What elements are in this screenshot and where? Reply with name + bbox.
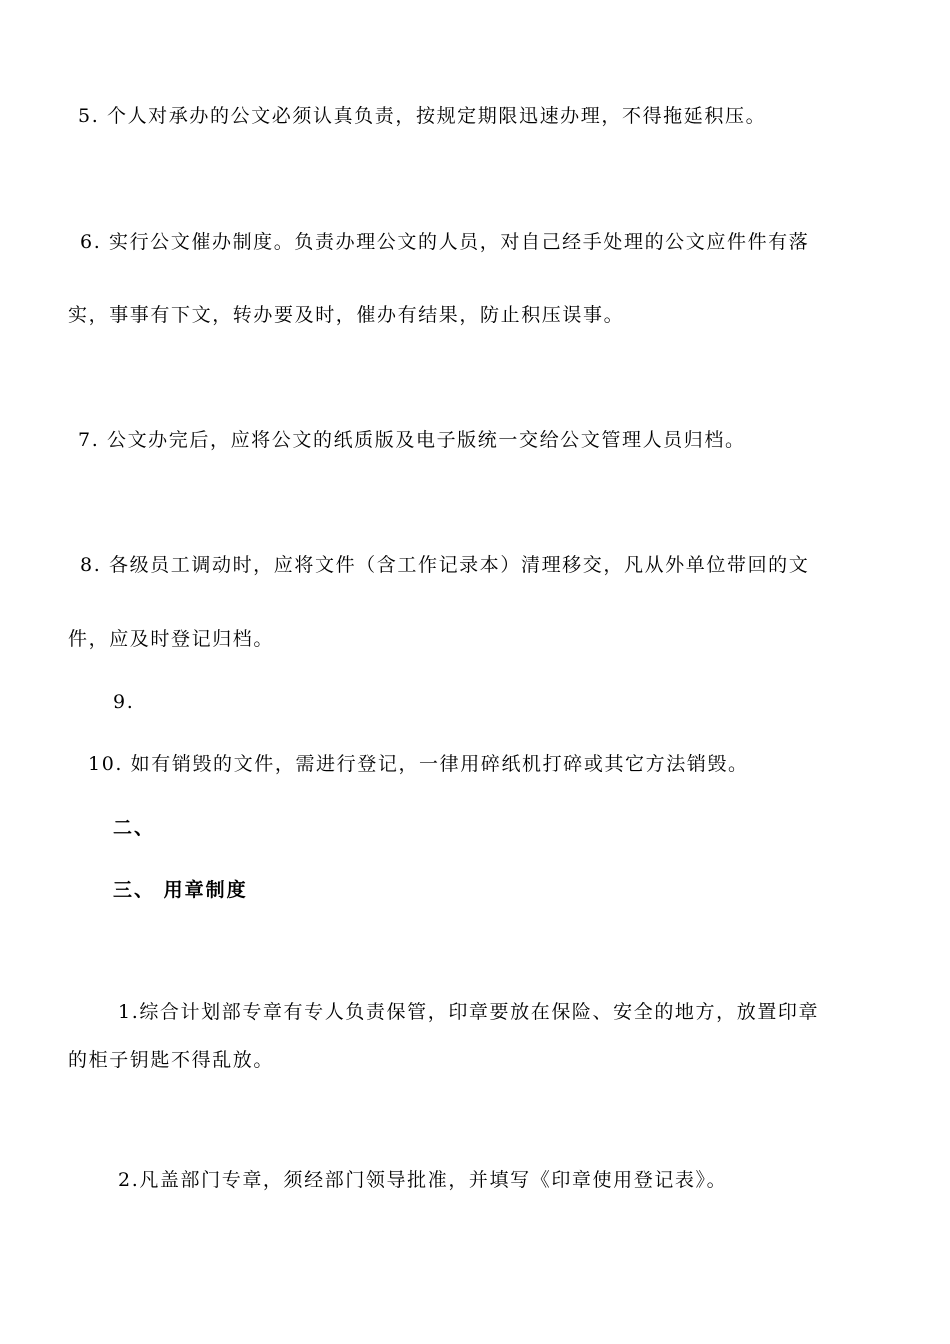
item-10-line-1: 10. 如有销毁的文件，需进行登记，一律用碎纸机打碎或其它方法销毁。 <box>88 753 749 775</box>
item-9-line-1: 9. <box>113 691 135 713</box>
item-7-line-1: 7. 公文办完后，应将公文的纸质版及电子版统一交给公文管理人员归档。 <box>78 429 746 451</box>
item-6-line-2: 实，事事有下文，转办要及时，催办有结果，防止积压误事。 <box>68 304 625 326</box>
section-3-heading: 三、 用章制度 <box>113 879 248 901</box>
item-8-line-1: 8. 各级员工调动时，应将文件（含工作记录本）清理移交，凡从外单位带回的文 <box>80 554 810 576</box>
item-5-line-1: 5. 个人对承办的公文必须认真负责，按规定期限迅速办理，不得拖延积压。 <box>78 105 767 127</box>
item-6-line-1: 6. 实行公文催办制度。负责办理公文的人员，对自己经手处理的公文应件件有落 <box>80 231 810 253</box>
seal-2-line-1: 2.凡盖部门专章，须经部门领导批准，并填写《印章使用登记表》。 <box>118 1169 728 1191</box>
item-8-line-2: 件，应及时登记归档。 <box>68 628 275 650</box>
seal-1-line-2: 的柜子钥匙不得乱放。 <box>68 1049 275 1071</box>
section-2-heading: 二、 <box>113 817 156 839</box>
seal-1-line-1: 1.综合计划部专章有专人负责保管，印章要放在保险、安全的地方，放置印章 <box>118 1001 820 1023</box>
